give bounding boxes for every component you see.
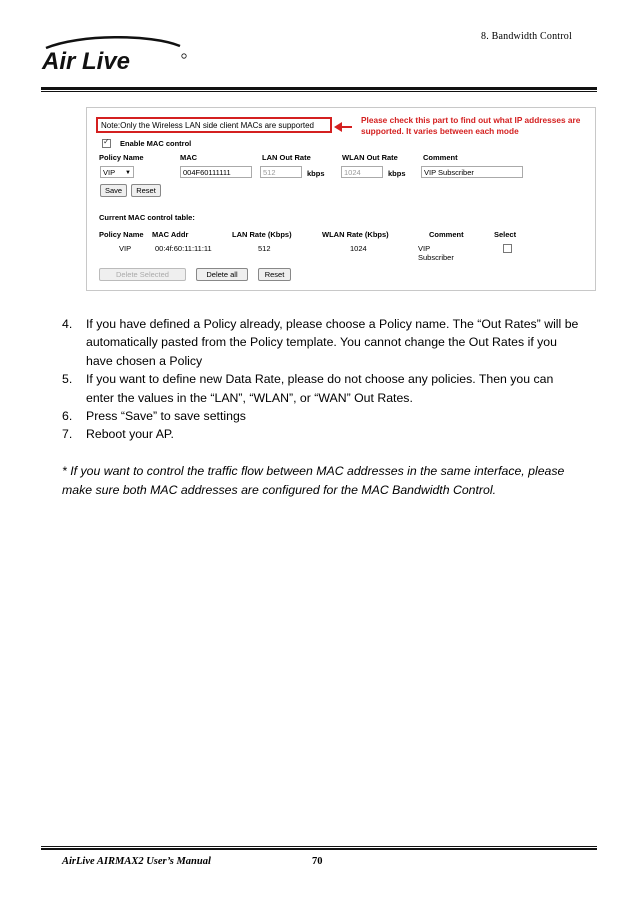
note-box: Note:Only the Wireless LAN side client MACs are supported xyxy=(96,117,332,133)
th-policy-name: Policy Name xyxy=(99,230,144,239)
row-mac: 00:4f:60:11:11:11 xyxy=(155,244,212,253)
step-text: Press “Save” to save settings xyxy=(86,409,246,424)
mac-input[interactable]: 004F60111111 xyxy=(180,166,252,178)
policy-select[interactable] xyxy=(100,166,134,178)
callout-text: Please check this part to find out what IP addresses are supported. It varies between each mode xyxy=(361,115,581,136)
row-policy: VIP xyxy=(119,244,132,253)
th-mac-addr: MAC Addr xyxy=(152,230,189,239)
th-select: Select xyxy=(494,230,517,239)
step-text: If you have defined a Policy already, please choose a Policy name. The “Out Rates” will be automatically pasted from the Policy template. You cannot change the Out Rates if you have chosen a Policy xyxy=(86,317,579,368)
delete-selected-button[interactable]: Delete Selected xyxy=(99,268,186,281)
row-wlan: 1024 xyxy=(350,244,367,253)
manual-title: AirLive AIRMAX2 User’s Manual xyxy=(62,856,211,867)
th-comment: Comment xyxy=(429,230,464,239)
delete-all-button[interactable]: Delete all xyxy=(196,268,248,281)
chapter-title: 8. Bandwidth Control xyxy=(481,31,572,42)
policy-select-value: VIP xyxy=(103,168,116,177)
step-text: Reboot your AP. xyxy=(86,427,174,442)
enable-mac-checkbox[interactable] xyxy=(102,139,111,148)
th-wlan-rate: WLAN Rate (Kbps) xyxy=(322,230,389,239)
list-item xyxy=(62,315,582,370)
col-comment: Comment xyxy=(423,153,458,162)
col-policy-name: Policy Name xyxy=(99,153,144,162)
save-button[interactable]: Save xyxy=(100,184,127,197)
step-number: 5. xyxy=(62,372,73,387)
reset-table-button[interactable]: Reset xyxy=(258,268,291,281)
steps-list xyxy=(62,315,582,444)
wlan-kbps-unit: kbps xyxy=(388,169,406,178)
reset-button[interactable]: Reset xyxy=(131,184,161,197)
header-rule xyxy=(41,87,597,90)
footer-rule xyxy=(41,848,597,850)
page-number: 70 xyxy=(312,856,323,867)
header-rule-thin xyxy=(41,91,597,92)
chevron-down-icon: ▼ xyxy=(125,170,131,176)
step-number: 4. xyxy=(62,317,73,331)
col-lan-out-rate: LAN Out Rate xyxy=(262,153,311,162)
th-lan-rate: LAN Rate (Kbps) xyxy=(232,230,292,239)
callout-arrow-icon xyxy=(334,122,342,132)
footnote: * If you want to control the traffic flow between MAC addresses in the same interface, please make sure both MAC addresses are configured for the MAC Bandwidth Control. xyxy=(62,464,565,497)
list-item xyxy=(62,407,582,425)
comment-input[interactable]: VIP Subscriber xyxy=(421,166,523,178)
svg-text:Air Live: Air Live xyxy=(42,48,131,74)
lan-kbps-unit: kbps xyxy=(307,169,325,178)
table-title: Current MAC control table: xyxy=(99,213,195,222)
airlive-logo xyxy=(40,36,190,74)
list-item xyxy=(62,425,582,443)
col-wlan-out-rate: WLAN Out Rate xyxy=(342,153,398,162)
wlan-rate-input[interactable]: 1024 xyxy=(341,166,383,178)
row-comment: VIP Subscriber xyxy=(418,244,454,262)
row-select-checkbox[interactable] xyxy=(503,244,512,253)
row-lan: 512 xyxy=(258,244,271,253)
step-number: 7. xyxy=(62,427,73,442)
step-number: 6. xyxy=(62,409,73,424)
lan-rate-input[interactable]: 512 xyxy=(260,166,302,178)
footer-rule-thin xyxy=(41,846,597,847)
col-mac: MAC xyxy=(180,153,198,162)
step-text: If you want to define new Data Rate, please do not choose any policies. Then you can enter the values in the “LAN”, “WLAN”, or “WAN” Out Rates. xyxy=(86,372,554,405)
enable-mac-label: Enable MAC control xyxy=(120,139,192,148)
list-item xyxy=(62,370,582,407)
